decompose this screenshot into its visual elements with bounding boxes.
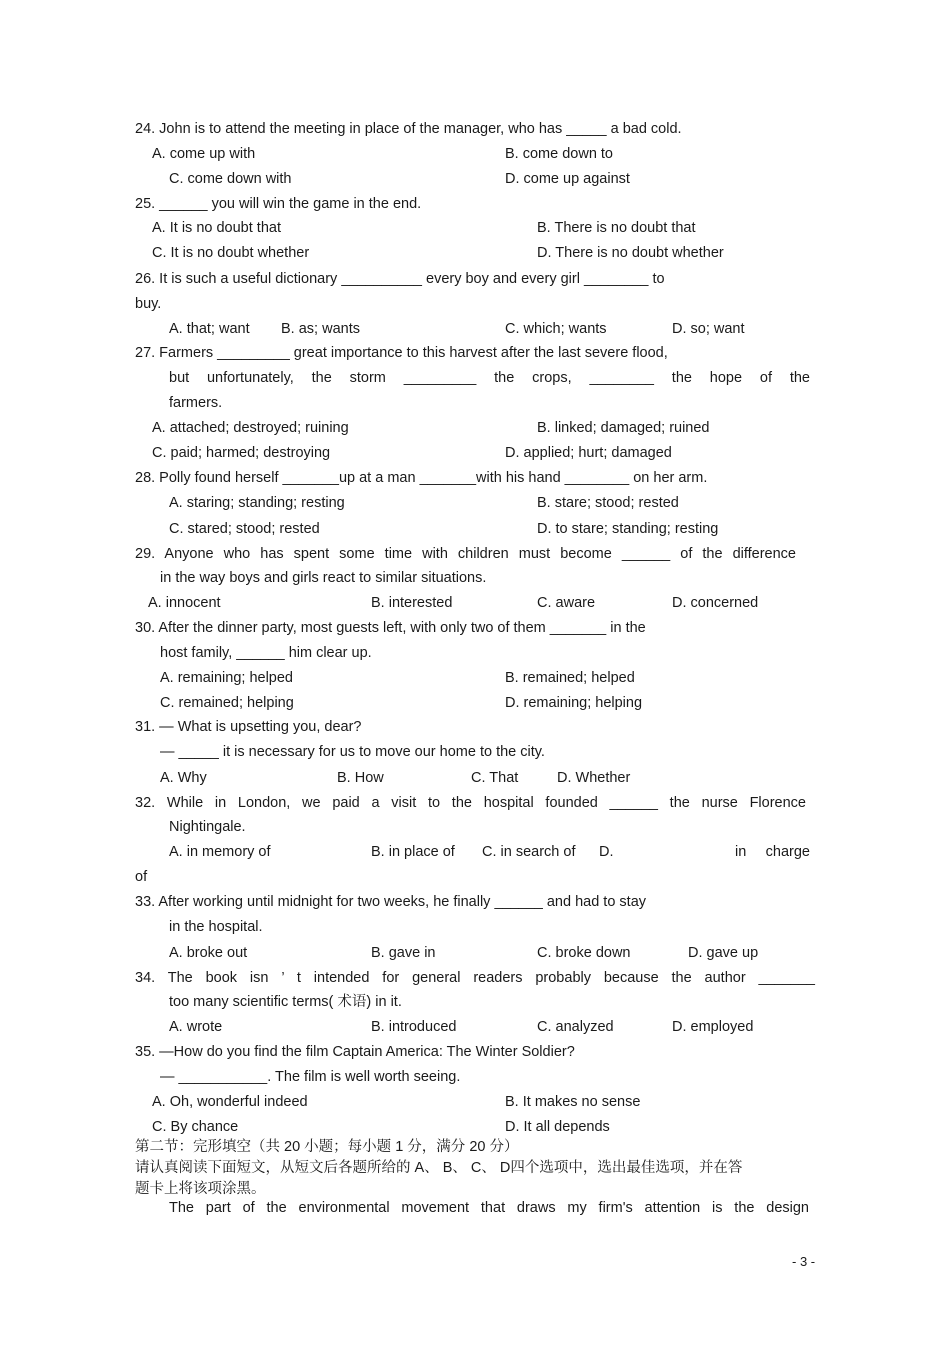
question-26-stem-line2: buy.: [135, 296, 162, 312]
question-30-option-b: B. remained; helped: [505, 670, 635, 686]
question-28-option-c: C. stared; stood; rested: [169, 521, 320, 537]
question-35-option-d: D. It all depends: [505, 1119, 610, 1135]
question-25-option-a: A. It is no doubt that: [152, 220, 281, 236]
question-32-option-d-tail: in charge: [735, 844, 810, 860]
question-30-option-c: C. remained; helping: [160, 695, 294, 711]
question-34-option-b: B. introduced: [371, 1019, 457, 1035]
question-32-stem-line2: Nightingale.: [169, 819, 246, 835]
question-29-option-d: D. concerned: [672, 595, 759, 611]
question-24-option-b: B. come down to: [505, 146, 613, 162]
question-24-option-a: A. come up with: [152, 146, 256, 162]
question-26-option-d: D. so; want: [672, 321, 745, 337]
question-33-option-c: C. broke down: [537, 945, 631, 961]
question-25-option-c: C. It is no doubt whether: [152, 245, 310, 261]
question-26-option-b: B. as; wants: [281, 321, 360, 337]
question-27-option-b: B. linked; damaged; ruined: [537, 420, 710, 436]
question-29-stem-line2: in the way boys and girls react to similar situations.: [160, 570, 487, 586]
question-34-option-a: A. wrote: [169, 1019, 223, 1035]
question-34-option-d: D. employed: [672, 1019, 754, 1035]
question-33-option-a: A. broke out: [169, 945, 248, 961]
question-32-option-b: B. in place of: [371, 844, 455, 860]
question-27-stem-line2: but unfortunately, the storm _________ the crops, ________ the hope of the: [169, 370, 810, 386]
question-35-option-a: A. Oh, wonderful indeed: [152, 1094, 308, 1110]
question-27-stem-line1: 27. Farmers _________ great importance to this harvest after the last severe flood,: [135, 345, 668, 361]
passage-line1: The part of the environmental movement that draws my firm's attention is the design: [169, 1200, 809, 1216]
question-28-option-b: B. stare; stood; rested: [537, 495, 679, 511]
question-31-option-b: B. How: [337, 770, 384, 786]
question-28-stem: 28. Polly found herself _______up at a man _______with his hand ________ on her arm.: [135, 470, 708, 486]
question-29-stem-line1: 29. Anyone who has spent some time with children must become ______ of the difference: [135, 546, 796, 562]
page-number: - 3 -: [792, 1254, 816, 1269]
question-25-stem: 25. ______ you will win the game in the end.: [135, 196, 422, 212]
question-34-stem-line2: too many scientific terms( 术语) in it.: [169, 994, 402, 1010]
question-31-option-d: D. Whether: [557, 770, 631, 786]
question-27-option-a: A. attached; destroyed; ruining: [152, 420, 349, 436]
question-32-stem-line1: 32. While in London, we paid a visit to the hospital founded ______ the nurse Florence: [135, 795, 806, 811]
question-31-stem-line1: 31. — What is upsetting you, dear?: [135, 719, 362, 735]
question-31-option-a: A. Why: [160, 770, 207, 786]
section2-heading: 第二节：完形填空（共 20 小题；每小题 1 分，满分 20 分）: [135, 1139, 519, 1155]
question-34-stem-line1: 34. The book isn ’ t intended for general readers probably because the author _______: [135, 970, 815, 986]
question-35-option-b: B. It makes no sense: [505, 1094, 641, 1110]
question-29-option-c: C. aware: [537, 595, 596, 611]
question-34-option-c: C. analyzed: [537, 1019, 614, 1035]
question-35-stem-line1: 35. —How do you find the film Captain America: The Winter Soldier?: [135, 1044, 575, 1060]
question-33-option-b: B. gave in: [371, 945, 436, 961]
question-28-option-d: D. to stare; standing; resting: [537, 521, 719, 537]
question-32-option-c: C. in search of: [482, 844, 576, 860]
question-35-option-c: C. By chance: [152, 1119, 239, 1135]
question-27-option-d: D. applied; hurt; damaged: [505, 445, 672, 461]
section2-instruction-line2: 题卡上将该项涂黑。: [135, 1181, 266, 1197]
question-33-stem-line1: 33. After working until midnight for two weeks, he finally ______ and had to stay: [135, 894, 647, 910]
question-32-option-a: A. in memory of: [169, 844, 271, 860]
question-25-option-b: B. There is no doubt that: [537, 220, 696, 236]
section2-instruction-line1: 请认真阅读下面短文，从短文后各题所给的 A、 B、 C、 D四个选项中，选出最佳选项，并在答: [135, 1160, 743, 1176]
question-29-option-a: A. innocent: [148, 595, 221, 611]
question-32-option-d-wrap: of: [135, 869, 148, 885]
question-32-option-d: D.: [599, 844, 614, 860]
question-30-stem-line1: 30. After the dinner party, most guests left, with only two of them _______ in the: [135, 620, 646, 636]
question-26-option-c: C. which; wants: [505, 321, 607, 337]
question-30-option-d: D. remaining; helping: [505, 695, 643, 711]
question-29-option-b: B. interested: [371, 595, 453, 611]
question-33-option-d: D. gave up: [688, 945, 759, 961]
question-26-option-a: A. that; want: [169, 321, 250, 337]
question-28-option-a: A. staring; standing; resting: [169, 495, 345, 511]
question-26-stem-line1: 26. It is such a useful dictionary __________ every boy and every girl ________ to: [135, 271, 665, 287]
question-35-stem-line2: — ___________. The film is well worth seeing.: [160, 1069, 461, 1085]
question-33-stem-line2: in the hospital.: [169, 919, 263, 935]
question-25-option-d: D. There is no doubt whether: [537, 245, 724, 261]
question-24-option-c: C. come down with: [169, 171, 292, 187]
question-24-option-d: D. come up against: [505, 171, 630, 187]
question-27-stem-line3: farmers.: [169, 395, 223, 411]
question-27-option-c: C. paid; harmed; destroying: [152, 445, 331, 461]
question-30-stem-line2: host family, ______ him clear up.: [160, 645, 372, 661]
question-31-stem-line2: — _____ it is necessary for us to move our home to the city.: [160, 744, 545, 760]
question-31-option-c: C. That: [471, 770, 519, 786]
question-24-stem: 24. John is to attend the meeting in place of the manager, who has _____ a bad cold.: [135, 121, 682, 137]
question-30-option-a: A. remaining; helped: [160, 670, 293, 686]
